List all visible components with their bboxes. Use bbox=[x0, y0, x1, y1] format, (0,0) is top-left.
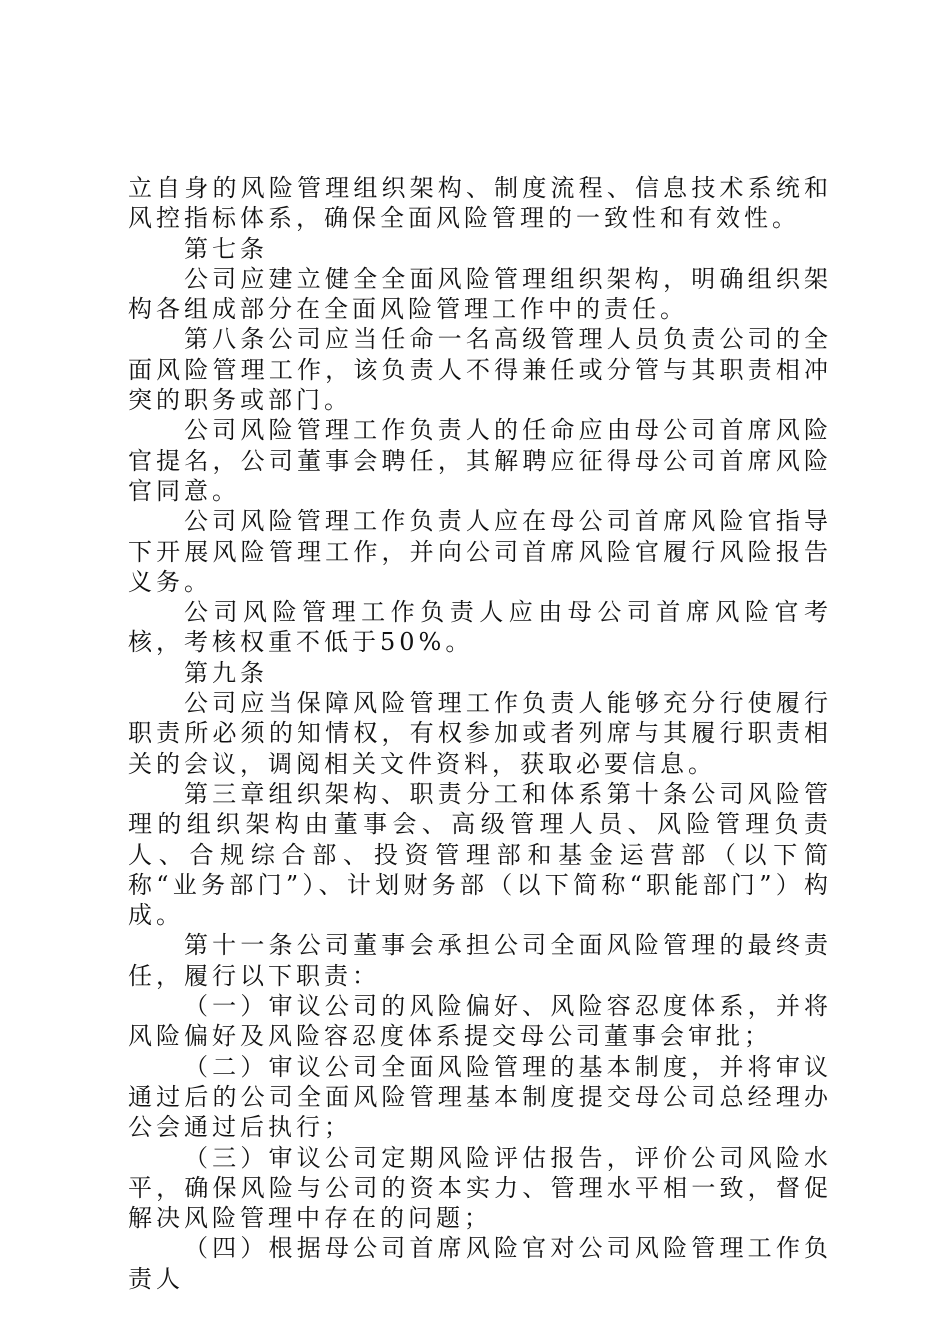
document-body bbox=[128, 173, 832, 1294]
article-11-text: 第十一条公司董事会承担公司全面风险管理的最终责任，履行以下职责： bbox=[128, 931, 832, 990]
article-9-text: 公司应当保障风险管理工作负责人能够充分行使履行职责所必须的知情权，有权参加或者列席与其履行职责相关的会议，调阅相关文件资料，获取必要信息。 bbox=[128, 689, 832, 778]
chapter-3-article-10: 第三章组织架构、职责分工和体系第十条公司风险管理的组织架构由董事会、高级管理人员、风险管理负责人、合规综合部、投资管理部和基金运营部（以下简称“业务部门”）、计划财务部（以下简称“职能部门”）构成。 bbox=[128, 779, 832, 930]
article-11-item-4: （四）根据母公司首席风险官对公司风险管理工作负责人 bbox=[128, 1234, 832, 1293]
article-7-text: 公司应建立健全全面风险管理组织架构，明确组织架构各组成部分在全面风险管理工作中的责任。 bbox=[128, 264, 832, 324]
article-8-assessment: 公司风险管理工作负责人应由母公司首席风险官考核，考核权重不低于50%。 bbox=[128, 598, 832, 657]
article-11-item-3: （三）审议公司定期风险评估报告，评价公司风险水平，确保风险与公司的资本实力、管理水平相一致，督促解决风险管理中存在的问题； bbox=[128, 1143, 832, 1233]
paragraph-continuation: 立自身的风险管理组织架构、制度流程、信息技术系统和风控指标体系，确保全面风险管理的一致性和有效性。 bbox=[128, 174, 832, 233]
article-8-guidance: 公司风险管理工作负责人应在母公司首席风险官指导下开展风险管理工作，并向公司首席风险官履行风险报告义务。 bbox=[128, 507, 832, 596]
article-7-heading: 第七条 bbox=[184, 234, 268, 263]
article-9-heading: 第九条 bbox=[184, 658, 268, 687]
article-8-appointment: 公司风险管理工作负责人的任命应由母公司首席风险官提名，公司董事会聘任，其解聘应征得母公司首席风险官同意。 bbox=[128, 416, 832, 505]
article-8-text: 第八条公司应当任命一名高级管理人员负责公司的全面风险管理工作，该负责人不得兼任或分管与其职责相冲突的职务或部门。 bbox=[128, 325, 832, 415]
article-11-item-1: （一）审议公司的风险偏好、风险容忍度体系，并将风险偏好及风险容忍度体系提交母公司董事会审批； bbox=[128, 992, 832, 1051]
article-11-item-2: （二）审议公司全面风险管理的基本制度，并将审议通过后的公司全面风险管理基本制度提交母公司总经理办公会通过后执行； bbox=[128, 1052, 832, 1142]
